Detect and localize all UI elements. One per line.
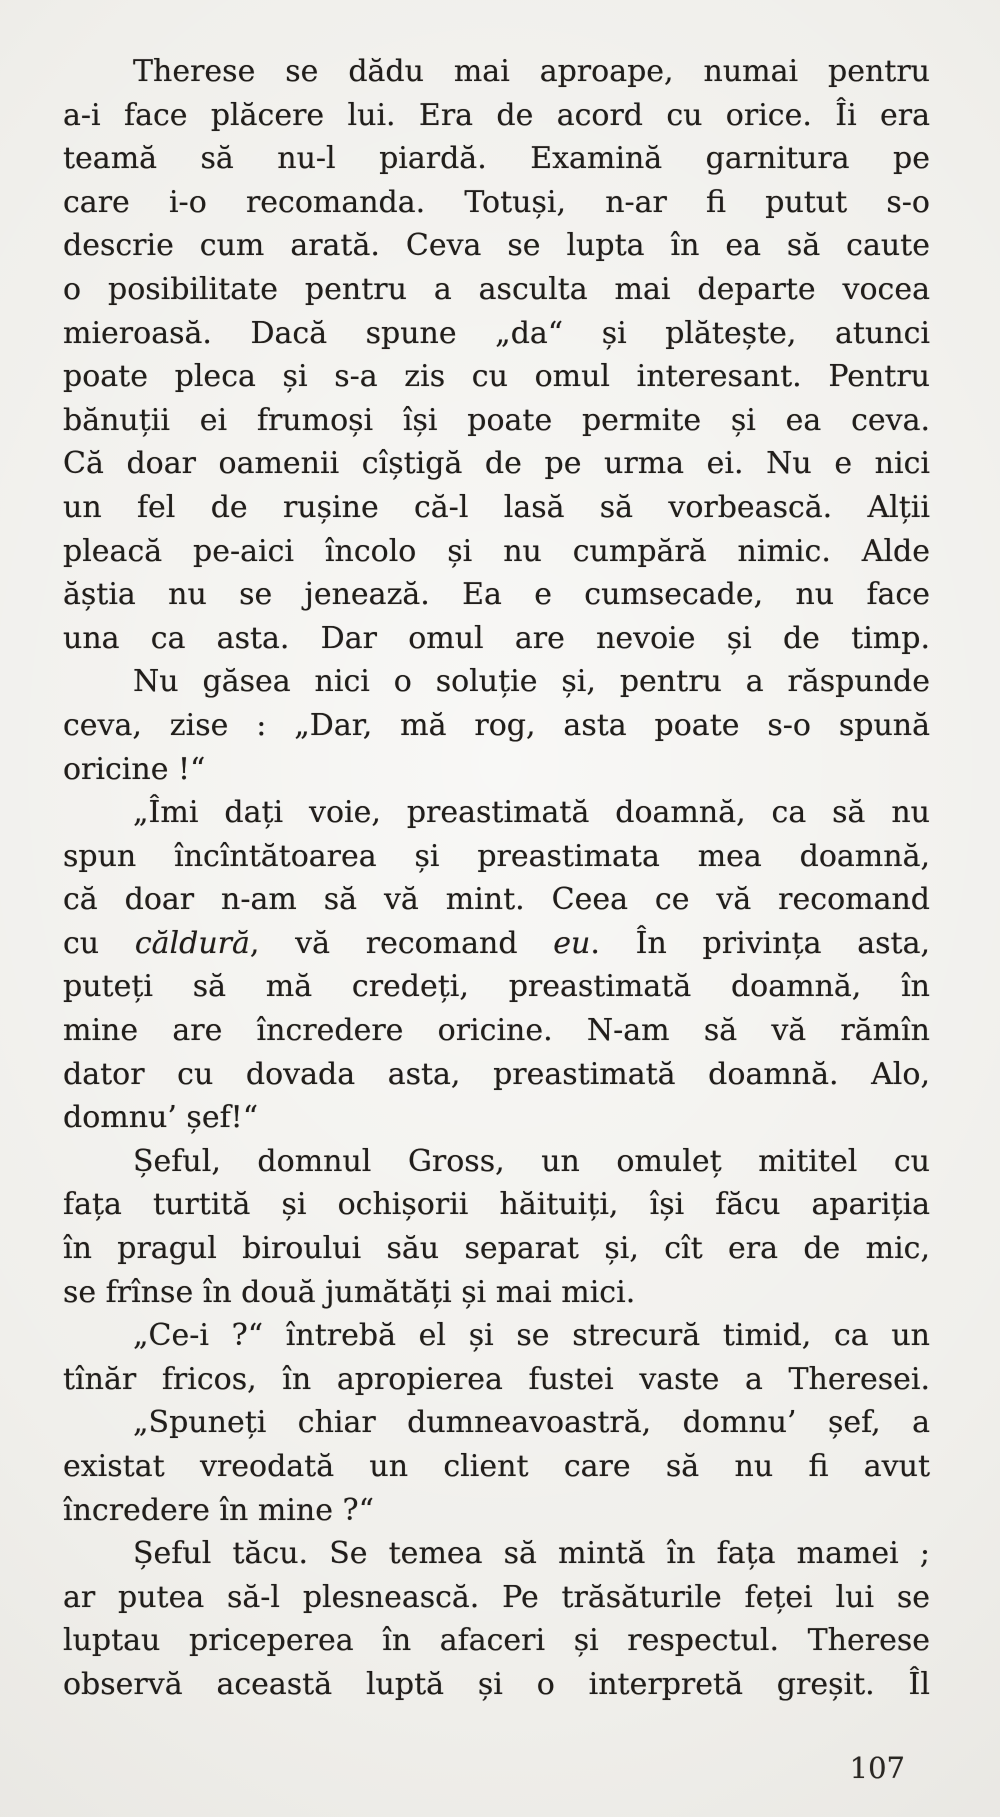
text-line: [63, 312, 930, 356]
text-run: ceva, zise : „Dar, mă rog, asta poate s-o spună: [63, 707, 930, 743]
text-run: Că doar oamenii cîștigă de pe urma ei. Nu e nici: [63, 446, 930, 482]
text-run: dator cu dovada asta, preastimată doamnă. Alo,: [63, 1056, 930, 1092]
text-line: [63, 1489, 930, 1533]
text-run: o posibilitate pentru a asculta mai departe vocea: [63, 271, 930, 307]
text-run: oricine !“: [63, 751, 206, 787]
italic-text: căldură: [134, 925, 250, 961]
text-run: încredere în mine ?“: [63, 1492, 374, 1528]
text-line: [63, 181, 930, 225]
text-line: [63, 1532, 930, 1576]
text-line: [63, 617, 930, 661]
text-line: [63, 442, 930, 486]
text-line: [63, 1401, 930, 1445]
text-line: [63, 1358, 930, 1402]
page-number: 107: [849, 1751, 905, 1785]
text-line: [63, 1053, 930, 1097]
text-line: [63, 1227, 930, 1271]
text-block: [63, 50, 930, 1707]
text-line: [63, 660, 930, 704]
text-line: [63, 791, 930, 835]
italic-text: eu: [553, 925, 591, 961]
text-run: teamă să nu-l piardă. Examină garnitura pe: [63, 141, 930, 177]
text-run: ar putea să-l plesnească. Pe trăsăturile feței lui se: [63, 1579, 930, 1615]
text-run: . În privința asta,: [590, 925, 930, 961]
text-line: [63, 399, 930, 443]
text-line: [63, 530, 930, 574]
text-line: [63, 94, 930, 138]
text-line: [63, 965, 930, 1009]
text-run: spun încîntătoarea și preastimata mea doamnă,: [63, 838, 930, 874]
text-line: [63, 878, 930, 922]
text-run: ăștia nu se jenează. Ea e cumsecade, nu face: [63, 577, 930, 613]
text-line: [63, 835, 930, 879]
text-run: puteți să mă credeți, preastimată doamnă, în: [63, 969, 930, 1005]
text-line: [63, 922, 930, 966]
text-run: , vă recomand: [249, 925, 554, 961]
text-run: „Ce-i ?“ întrebă el și se strecură timid, ca un: [133, 1318, 930, 1354]
text-run: Nu găsea nici o soluție și, pentru a răspunde: [133, 664, 930, 700]
text-run: „Îmi dați voie, preastimată doamnă, ca să nu: [133, 795, 930, 831]
text-line: [63, 573, 930, 617]
text-line: [63, 50, 930, 94]
text-run: cu: [63, 925, 135, 961]
text-line: [63, 1619, 930, 1663]
text-run: Șeful, domnul Gross, un omuleț mititel cu: [133, 1143, 930, 1179]
text-line: [63, 355, 930, 399]
text-run: un fel de rușine că-l lasă să vorbească. Alții: [63, 489, 930, 525]
text-line: [63, 748, 930, 792]
text-line: [63, 486, 930, 530]
text-run: în pragul biroului său separat și, cît era de mic,: [63, 1231, 930, 1267]
text-run: mieroasă. Dacă spune „da“ și plătește, atunci: [63, 315, 930, 351]
text-run: bănuții ei frumoși își poate permite și ea ceva.: [63, 402, 930, 438]
text-run: care i-o recomanda. Totuși, n-ar fi putut s-o: [63, 184, 930, 220]
text-line: [63, 1140, 930, 1184]
text-line: [63, 1183, 930, 1227]
text-run: luptau priceperea în afaceri și respectul. Therese: [63, 1623, 930, 1659]
text-run: poate pleca și s-a zis cu omul interesant. Pentru: [63, 359, 930, 395]
text-line: [63, 704, 930, 748]
text-line: [63, 137, 930, 181]
text-line: [63, 1576, 930, 1620]
text-run: mine are încredere oricine. N-am să vă rămîn: [63, 1013, 930, 1049]
text-line: [63, 1445, 930, 1489]
text-run: Therese se dădu mai aproape, numai pentru: [133, 54, 930, 89]
text-run: existat vreodată un client care să nu fi avut: [63, 1449, 930, 1484]
text-run: se frînse în două jumătăți și mai mici.: [63, 1274, 636, 1310]
text-run: observă această luptă și o interpretă greșit. Îl: [63, 1666, 930, 1702]
text-run: Șeful tăcu. Se temea să mintă în fața mamei ;: [133, 1536, 930, 1572]
text-line: [63, 1663, 930, 1707]
text-line: [63, 1271, 930, 1315]
text-line: [63, 224, 930, 268]
text-run: fața turtită și ochișorii hăituiți, își făcu apariția: [63, 1187, 930, 1223]
text-line: [63, 1096, 930, 1140]
text-run: că doar n-am să vă mint. Ceea ce vă recomand: [63, 882, 930, 918]
text-run: pleacă pe-aici încolo și nu cumpără nimic. Alde: [63, 533, 930, 569]
text-line: [63, 1009, 930, 1053]
text-run: domnu’ șef!“: [63, 1100, 259, 1136]
text-run: tînăr fricos, în apropierea fustei vaste a Theresei.: [63, 1361, 930, 1397]
text-run: descrie cum arată. Ceva se lupta în ea să caute: [63, 228, 930, 264]
text-run: „Spuneți chiar dumneavoastră, domnu’ șef, a: [133, 1405, 930, 1441]
text-line: [63, 268, 930, 312]
text-run: a-i face plăcere lui. Era de acord cu orice. Îi era: [63, 97, 930, 133]
text-line: [63, 1314, 930, 1358]
text-run: una ca asta. Dar omul are nevoie și de timp.: [63, 620, 930, 656]
